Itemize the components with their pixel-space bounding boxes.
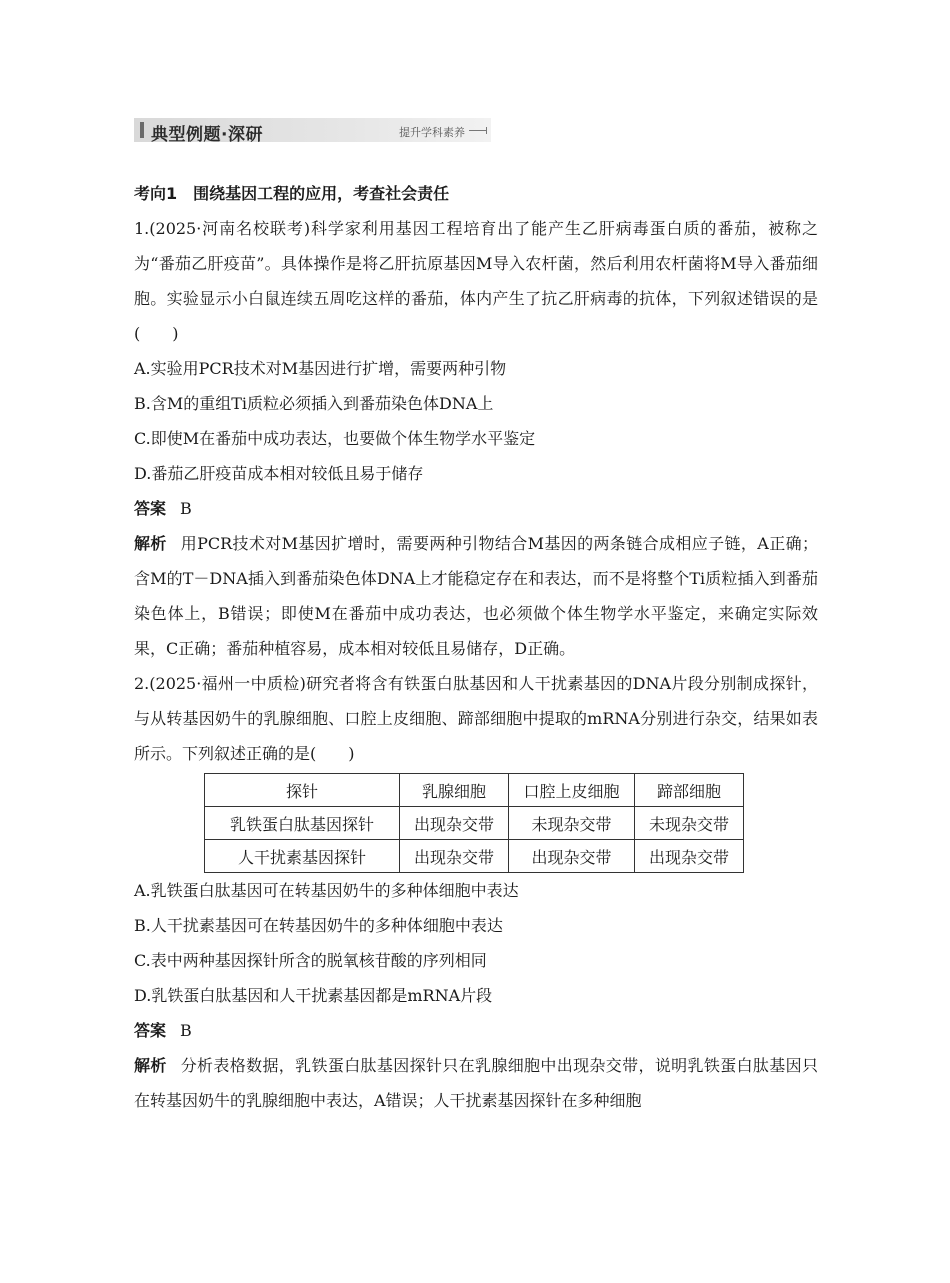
table-cell: 出现杂交带 <box>400 840 509 873</box>
question-1-option-a: A.实验用PCR技术对M基因进行扩增，需要两种引物 <box>134 359 507 378</box>
question-2-option-a: A.乳铁蛋白肽基因可在转基因奶牛的多种体细胞中表达 <box>134 881 519 900</box>
question-1-option-d: D.番茄乙肝疫苗成本相对较低且易于储存 <box>134 464 424 483</box>
answer-value: B <box>180 1021 192 1040</box>
table-row <box>205 807 744 840</box>
question-1-analysis <box>134 526 818 666</box>
table-cell: 出现杂交带 <box>635 840 744 873</box>
question-2-option-b: B.人干扰素基因可在转基因奶牛的多种体细胞中表达 <box>134 916 503 935</box>
question-1 <box>134 211 818 666</box>
answer-label: 答案 <box>134 1021 167 1040</box>
section-banner <box>134 118 491 145</box>
question-2-analysis <box>134 1048 818 1118</box>
table-header-row <box>205 774 744 807</box>
analysis-text: 分析表格数据，乳铁蛋白肽基因探针只在乳腺细胞中出现杂交带，说明乳铁蛋白肽基因只在转基因奶牛的乳腺细胞中表达，A错误；人干扰素基因探针在多种细胞 <box>134 1056 818 1110</box>
section-heading: 考向1 围绕基因工程的应用，考查社会责任 <box>134 184 450 203</box>
analysis-text: 用PCR技术对M基因扩增时，需要两种引物结合M基因的两条链合成相应子链，A正确；含M的T－DNA插入到番茄染色体DNA上才能稳定存在和表达，而不是将整个Ti质粒插入到番茄染色体上，B错误；即使M在番茄中成功表达，也必须做个体生物学水平鉴定，来确定实际效果，C正确；番茄种植容易，成本相对较低且易储存，D正确。 <box>134 534 818 658</box>
banner-subtitle: 提升学科素养 <box>399 126 465 139</box>
banner-line-icon <box>469 130 487 131</box>
results-table <box>204 773 744 873</box>
table-cell: 出现杂交带 <box>509 840 635 873</box>
document-page <box>134 118 818 1118</box>
question-1-stem: 1.(2025·河南名校联考)科学家利用基因工程培育出了能产生乙肝病毒蛋白质的番茄，被称之为“番茄乙肝疫苗”。具体操作是将乙肝抗原基因M导入农杆菌，然后利用农杆菌将M导入番茄细胞。实验显示小白鼠连续五周吃这样的番茄，体内产生了抗乙肝病毒的抗体，下列叙述错误的是( ) <box>134 219 818 343</box>
answer-value: B <box>180 499 192 518</box>
table-header: 乳腺细胞 <box>400 774 509 807</box>
table-header: 口腔上皮细胞 <box>509 774 635 807</box>
question-1-option-b: B.含M的重组Ti质粒必须插入到番茄染色体DNA上 <box>134 394 494 413</box>
answer-label: 答案 <box>134 499 167 518</box>
analysis-label: 解析 <box>134 1056 167 1075</box>
table-cell: 人干扰素基因探针 <box>205 840 400 873</box>
question-1-option-c: C.即使M在番茄中成功表达，也要做个体生物学水平鉴定 <box>134 429 536 448</box>
table-row <box>205 840 744 873</box>
banner-title: 典型例题·深研 <box>151 125 263 145</box>
table-header: 蹄部细胞 <box>635 774 744 807</box>
question-2-answer <box>134 1013 818 1048</box>
table-cell: 未现杂交带 <box>635 807 744 840</box>
table-cell: 乳铁蛋白肽基因探针 <box>205 807 400 840</box>
analysis-label: 解析 <box>134 534 167 553</box>
question-2-option-d: D.乳铁蛋白肽基因和人干扰素基因都是mRNA片段 <box>134 986 493 1005</box>
question-2-stem: 2.(2025·福州一中质检)研究者将含有铁蛋白肽基因和人干扰素基因的DNA片段分别制成探针，与从转基因奶牛的乳腺细胞、口腔上皮细胞、蹄部细胞中提取的mRNA分别进行杂交，结果如表所示。下列叙述正确的是( ) <box>134 674 818 763</box>
question-1-answer <box>134 491 818 526</box>
table-header: 探针 <box>205 774 400 807</box>
table-cell: 出现杂交带 <box>400 807 509 840</box>
question-2-option-c: C.表中两种基因探针所含的脱氧核苷酸的序列相同 <box>134 951 487 970</box>
table-cell: 未现杂交带 <box>509 807 635 840</box>
banner-bar-icon <box>140 122 144 138</box>
question-2 <box>134 666 818 1118</box>
